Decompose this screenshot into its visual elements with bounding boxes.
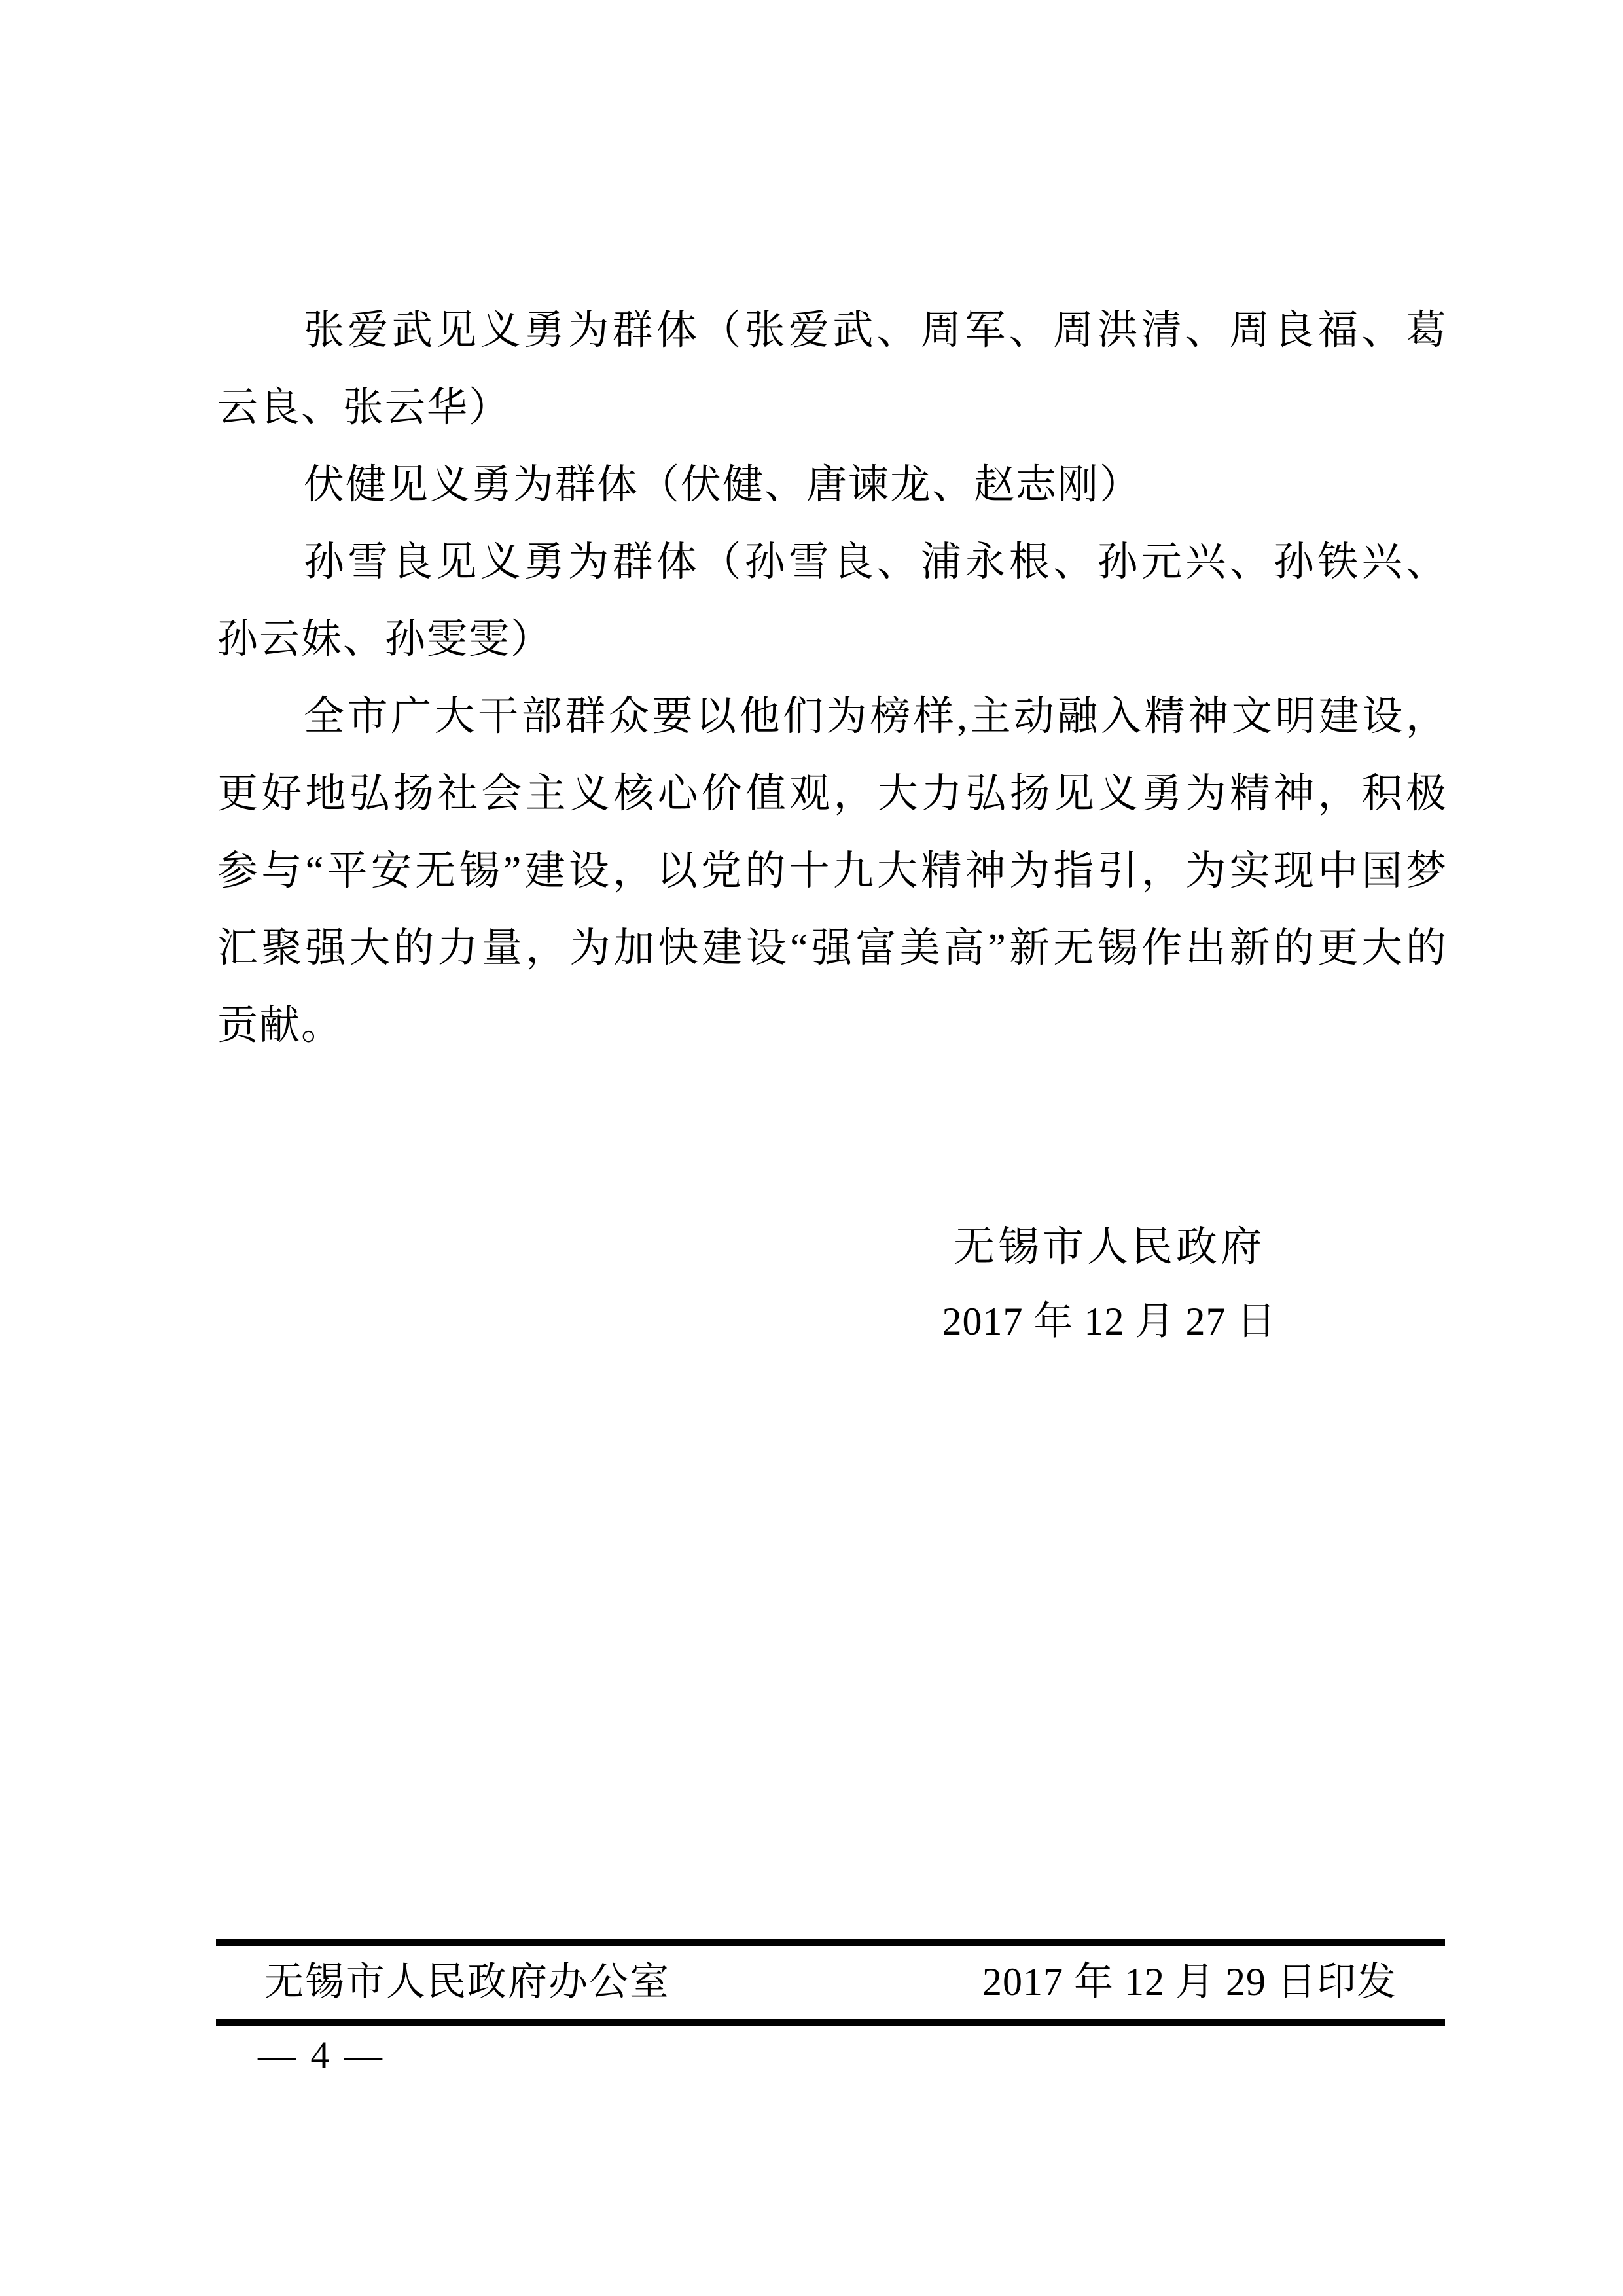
body-line: 伏健见义勇为群体（伏健、唐谏龙、赵志刚） [304,463,1142,507]
document-body [217,292,1446,1064]
page-number: — 4 — [258,2034,385,2076]
body-line: 云良、张云华） [217,386,511,430]
body-line: 孙雪良见义勇为群体（孙雪良、浦永根、孙元兴、孙铁兴、 [304,540,1446,584]
body-line: 参与“平安无锡”建设，以党的十九大精神为指引，为实现中国梦 [217,849,1446,893]
colophon-print-date: 2017 年 12 月 29 日印发 [982,1960,1397,2003]
body-line: 全市广大干部群众要以他们为榜样,主动融入精神文明建设， [304,694,1446,739]
colophon-row [216,1956,1445,2008]
body-line: 更好地弘扬社会主义核心价值观，大力弘扬见义勇为精神，积极 [217,772,1446,816]
body-line: 孙云妹、孙雯雯） [217,617,553,662]
body-line: 贡献。 [217,1003,344,1048]
colophon-rule-bottom [216,2019,1445,2026]
colophon-rule-top [216,1939,1445,1946]
signature-issuer: 无锡市人民政府 [954,1224,1265,1270]
body-line: 汇聚强大的力量，为加快建设“强富美高”新无锡作出新的更大的 [217,926,1446,971]
colophon-office: 无锡市人民政府办公室 [264,1960,670,2003]
body-line: 张爱武见义勇为群体（张爱武、周军、周洪清、周良福、葛 [304,308,1446,353]
signature-block [792,1210,1427,1359]
signature-date: 2017 年 12 月 27 日 [942,1300,1277,1343]
